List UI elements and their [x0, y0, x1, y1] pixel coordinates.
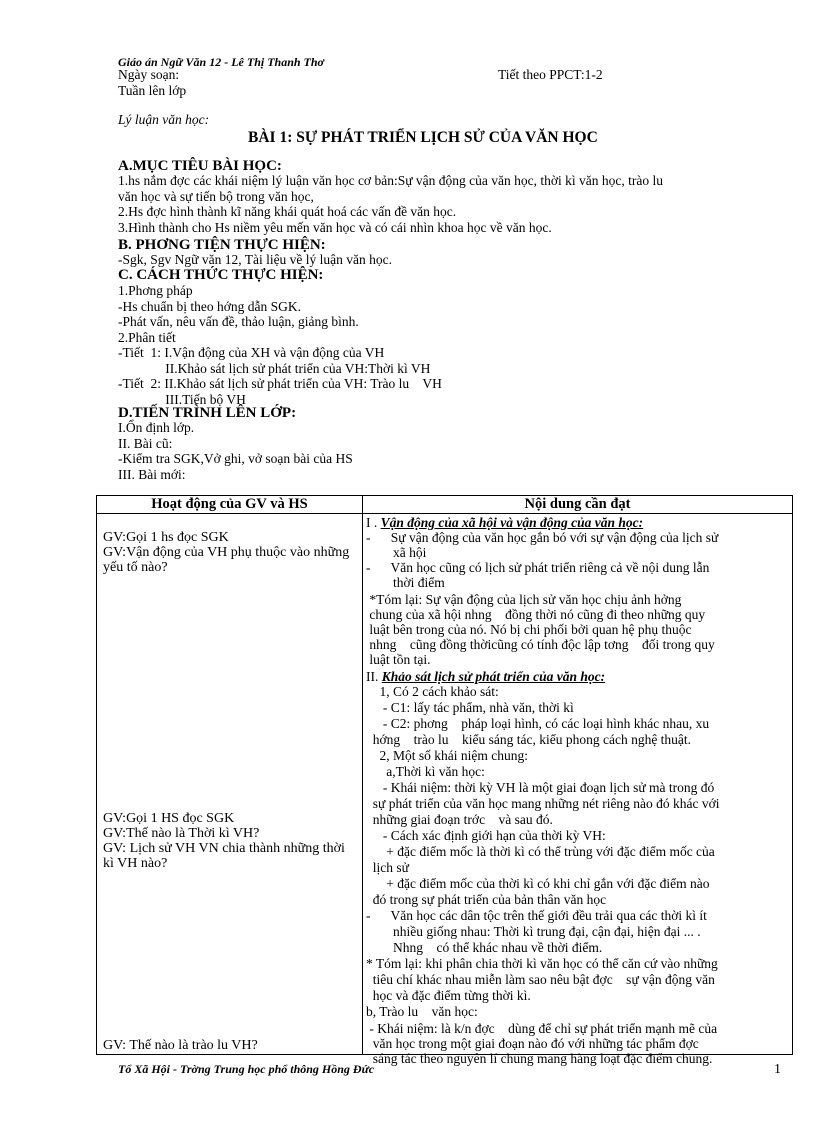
content-line: + đặc điểm mốc là thời kì có thể trùng với đặc điểm mốc của — [366, 844, 715, 859]
content-line: lịch sử — [366, 860, 409, 875]
content-line: xã hội — [366, 545, 427, 560]
teacher-prompt: GV:Gọi 1 HS đọc SGK — [103, 811, 235, 826]
section-d-line: II. Bài cũ: — [118, 435, 173, 451]
content-line: - Cách xác định giới hạn của thời kỳ VH: — [366, 828, 606, 843]
content-line: thời điểm — [366, 575, 445, 590]
header-content: Nội dung cần đạt — [363, 496, 793, 514]
teacher-prompt: GV:Gọi 1 hs đọc SGK — [103, 530, 229, 545]
section-heading: Vận động của xã hội và vận động của văn học: — [380, 515, 644, 530]
content-line: đó trong sự phát triển của bản thân văn học — [366, 892, 607, 907]
content-line: a,Thời kì văn học: — [366, 764, 485, 779]
content-line: luật tồn tại. — [366, 652, 431, 667]
content-line: luật bên trong của nó. Nó bị chi phối bởi quan hệ phụ thuộc — [366, 622, 692, 637]
period-label: Tiết theo PPCT:1-2 — [498, 67, 603, 82]
week-label: Tuần lên lớp — [118, 83, 187, 98]
content-line: - Khái niệm: là k/n đợc dùng để chỉ sự phát triển mạnh mẽ của — [366, 1021, 718, 1036]
author-line: Giáo án Ngữ Văn 12 - Lê Thị Thanh Thơ — [118, 55, 324, 69]
section-a-line: văn học và sự tiến bộ trong văn học, — [118, 188, 314, 204]
content-line — [366, 669, 605, 684]
teacher-prompt: GV:Thế nào là Thời kì VH? — [103, 826, 260, 841]
content-line: chung của xã hội nhng đồng thời nó cũng đi theo những quy — [366, 607, 706, 622]
section-d-line: III. Bài mới: — [118, 466, 186, 482]
content-line: b, Trào lu văn học: — [366, 1004, 478, 1019]
section-c-line: II.Khảo sát lịch sử phát triển của VH:Thời kì VH — [118, 360, 431, 376]
activities-cell — [97, 514, 363, 1055]
content-line: - C1: lấy tác phẩm, nhà văn, thời kì — [366, 700, 574, 715]
section-c-line: -Tiết 2: II.Khảo sát lịch sử phát triển của VH: Trào lu VH — [118, 376, 442, 391]
content-line — [366, 515, 643, 530]
content-line: - Sự vận động của văn học gắn bó với sự vận động của lịch sử — [366, 530, 719, 545]
section-c-line: -Hs chuẩn bị theo hớng dẫn SGK. — [118, 298, 301, 314]
content-line: sáng tác theo nguyên lí chung mang hàng loạt đặc điểm chung. — [366, 1051, 713, 1066]
section-c-line: -Phát vấn, nêu vấn đề, thảo luận, giảng bình. — [118, 314, 359, 329]
section-d-line: I.Ổn định lớp. — [118, 420, 195, 435]
section-d-line: -Kiểm tra SGK,Vở ghi, vở soạn bài của HS — [118, 451, 353, 466]
table-row — [97, 514, 793, 1055]
content-line: *Tóm lại: Sự vận động của lịch sử văn học chịu ảnh hởng — [366, 592, 682, 607]
content-line: 2, Một số khái niệm chung: — [366, 748, 528, 763]
section-a-line: 1.hs nắm đợc các khái niệm lý luận văn học cơ bản:Sự vận động của văn học, thời kì văn học, trào lu — [118, 173, 663, 188]
content-line: sự phát triển của văn học mang những nét riêng nào đó khác với — [366, 796, 720, 811]
content-line: + đặc điểm mốc của thời kì có khi chỉ gắn với đặc điểm nào — [366, 876, 710, 891]
page-number: 1 — [774, 1062, 781, 1077]
content-line: Nhng có thể khác nhau về thời điểm. — [366, 940, 603, 955]
date-label: Ngày soạn: — [118, 67, 180, 82]
content-line: nhng cũng đồng thờicũng có tính độc lập tơng đối trong quy — [366, 637, 715, 652]
section-number: I . — [366, 515, 381, 530]
content-line: hớng trào lu kiểu sáng tác, kiểu phong cách nghệ thuật. — [366, 732, 692, 747]
section-c-title: C. CÁCH THỨC THỰC HIỆN: — [118, 267, 324, 283]
content-line: những giai đoạn trớc và sau đó. — [366, 812, 553, 827]
section-a-line: 2.Hs đợc hình thành kĩ năng khái quát hoá các vấn đề văn học. — [118, 204, 457, 219]
content-line: tiêu chí khác nhau miễn làm sao nêu bật đợc sự vận động văn — [366, 972, 715, 987]
section-c-line: III.Tiến bộ VH — [118, 391, 246, 407]
content-line: nhiều giống nhau: Thời kì trung đại, cận đại, hiện đại ... . — [366, 924, 701, 939]
content-line: - Văn học các dân tộc trên thế giới đều trải qua các thời kì ít — [366, 908, 707, 923]
section-d-body — [118, 420, 353, 482]
table-header-row — [97, 496, 793, 514]
section-c-line: -Tiết 1: I.Vận động của XH và vận động của VH — [118, 345, 385, 360]
section-b-title: B. PHƠNG TIỆN THỰC HIỆN: — [118, 237, 326, 253]
content-line: văn học trong một giai đoạn nào đó với những tác phẩm đợc — [366, 1036, 699, 1051]
section-number: II. — [366, 669, 382, 684]
content-line: * Tóm lại: khi phân chia thời kì văn học có thể căn cứ vào những — [366, 956, 718, 971]
section-d-title: D.TIẾN TRÌNH LÊN LỚP: — [118, 405, 297, 421]
section-a-line: 3.Hình thành cho Hs niềm yêu mến văn học và có cái nhìn khoa học về văn học. — [118, 219, 552, 235]
section-c-line: 1.Phơng pháp — [118, 283, 193, 298]
teacher-prompt: GV: Thế nào là trào lu VH? — [103, 1038, 258, 1053]
content-line: học và đặc điểm từng thời kì. — [366, 988, 531, 1003]
section-c-body — [118, 283, 442, 407]
content-line: - C2: phơng pháp loại hình, có các loại hình khác nhau, xu — [366, 716, 710, 731]
page-title: BÀI 1: SỰ PHÁT TRIỂN LỊCH SỬ CỦA VĂN HỌC — [248, 129, 598, 146]
section-c-line: 2.Phân tiết — [118, 329, 176, 345]
content-line: - Văn học cũng có lịch sử phát triển riêng cả về nội dung lẫn — [366, 560, 710, 575]
teacher-prompt: GV: Lịch sử VH VN chia thành những thời kì VH nào? — [103, 841, 345, 871]
teacher-prompt: GV:Vận động của VH phụ thuộc vào những yếu tố nào? — [103, 545, 350, 575]
category-label: Lý luận văn học: — [118, 112, 210, 127]
section-b-line: -Sgk, Sgv Ngữ văn 12, Tài liệu về lý luận văn học. — [118, 252, 393, 267]
section-heading: Khảo sát lịch sử phát triển của văn học: — [381, 669, 606, 684]
section-b-body — [118, 252, 392, 268]
header-activities: Hoạt động của GV và HS — [97, 496, 363, 514]
content-cell — [363, 514, 793, 1066]
content-line: - Khái niệm: thời kỳ VH là một giai đoạn lịch sử mà trong đó — [366, 780, 715, 795]
lesson-table — [96, 495, 793, 1066]
section-a-title: A.MỤC TIÊU BÀI HỌC: — [118, 158, 282, 174]
section-a-body — [118, 173, 663, 235]
content-line: 1, Có 2 cách khảo sát: — [366, 684, 499, 699]
footer-school: Tổ Xã Hội - Trờng Trung học phổ thông Hồng Đức — [118, 1062, 375, 1076]
